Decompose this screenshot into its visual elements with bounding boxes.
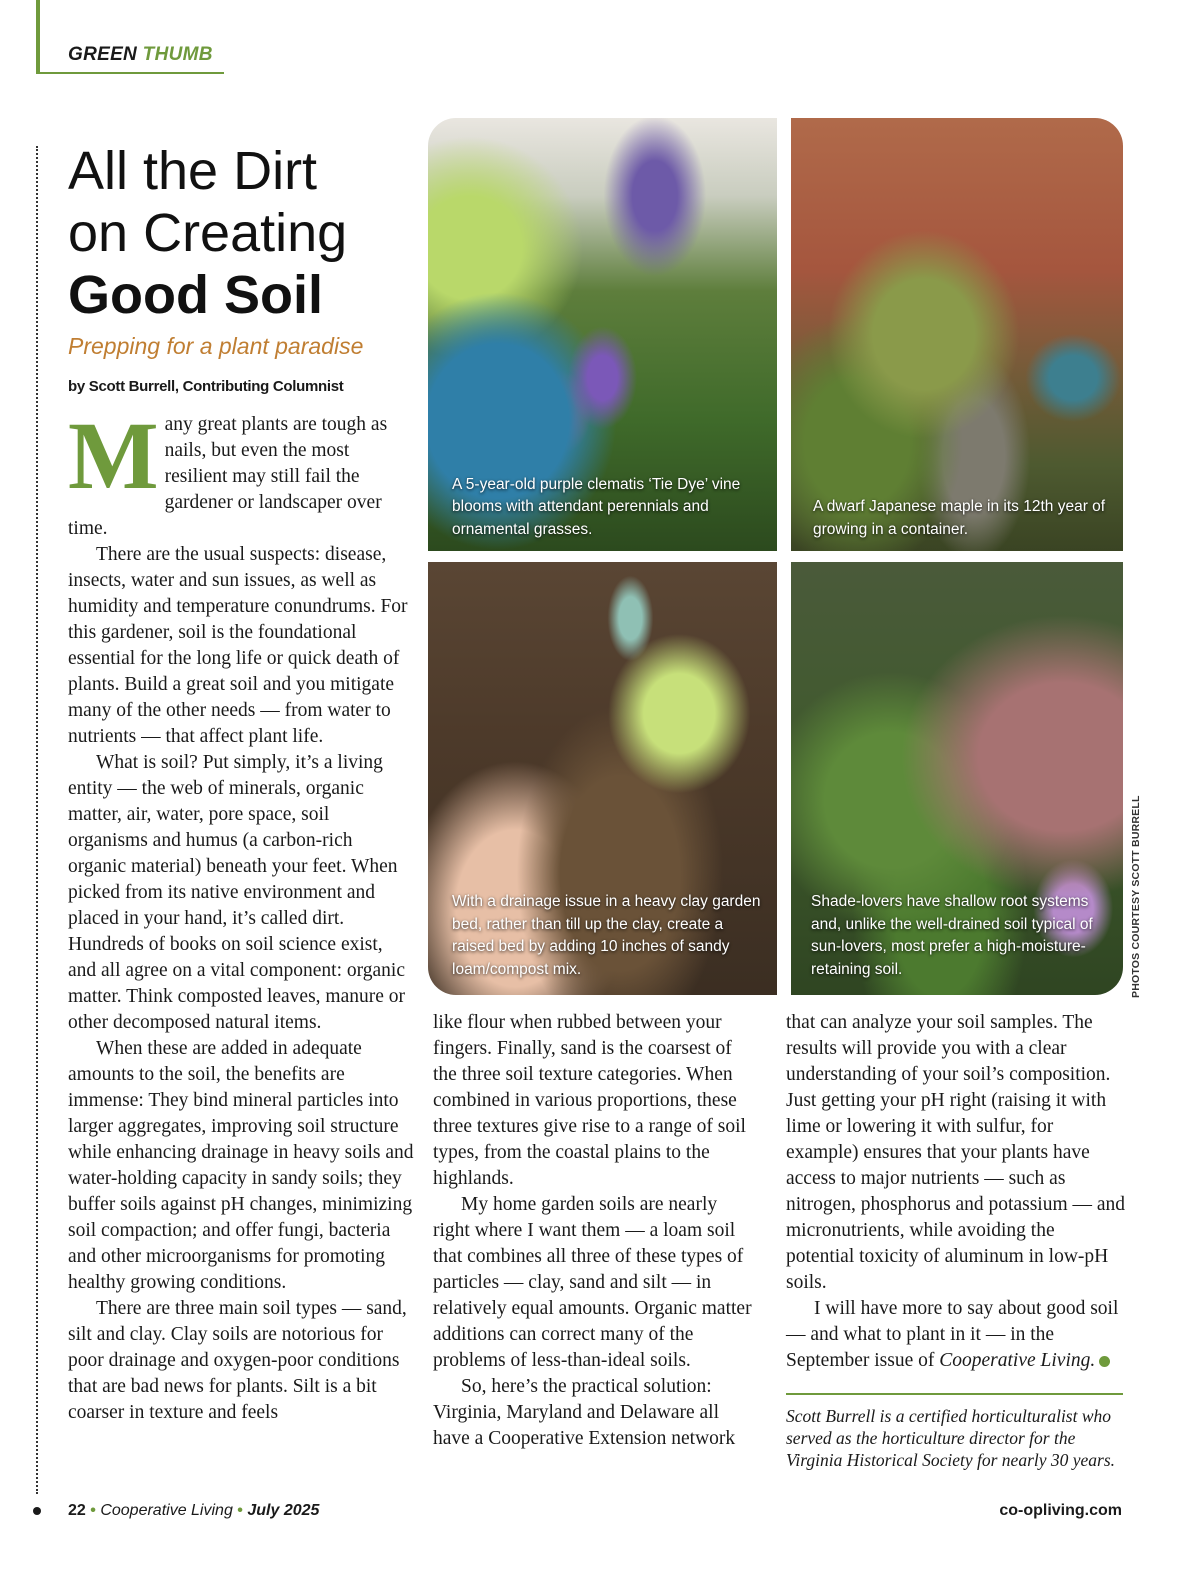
section-word-1: GREEN [68, 44, 138, 65]
paragraph: When these are added in adequate amounts to the soil, the benefits are immense: They bind mineral particles into larger aggregates, improving soil structure while enhancing drainage in heavy soils and water-holding capacity in sandy soils; they buffer soils against pH changes, minimizing soil compaction; and offer fungi, bacteria and other microorganisms for promoting healthy growing conditions. [68, 1038, 414, 1293]
body-column-1 [68, 402, 414, 1426]
title-line-1: All the Dirt [68, 141, 318, 201]
paragraph: So, here’s the practical solution: Virginia, Maryland and Delaware all have a Cooperative Extension network [433, 1376, 736, 1449]
photo-caption: Shade-lovers have shallow root systems and, unlike the well-drained soil typical of sun-lovers, most prefer a high-moisture-retaining soil. [811, 893, 1093, 978]
paragraph: Many great plants are tough as nails, but even the most resilient may still fail the gardener or landscaper over time. [68, 402, 388, 539]
drop-cap: M [68, 402, 159, 509]
article-subtitle: Prepping for a plant paradise [68, 333, 364, 359]
section-word-2: THUMB [142, 44, 213, 65]
paragraph: What is soil? Put simply, it’s a living entity — the web of minerals, organic matter, air, water, pore space, soil organisms and humus (a carbon-rich organic material) beneath your feet. When picked from its native environment and placed in your hand, it’s called dirt. Hundreds of books on soil science exist, and all agree on a vital component: organic matter. Think composted leaves, manure or other decomposed natural items. [68, 752, 406, 1033]
photo-japanese-maple [791, 118, 1123, 551]
photo-soil-in-hand [428, 562, 777, 995]
author-bio: Scott Burrell is a certified horticulturalist who served as the horticulture director for the Virginia Historical Society for nearly 30 years. [786, 1406, 1116, 1470]
body-column-3 [786, 1010, 1126, 1374]
photo-caption: A dwarf Japanese maple in its 12th year of growing in a container. [813, 498, 1106, 538]
paragraph: I will have more to say about good soil — and what to plant in it — in the September issue of Cooperative Living. [786, 1298, 1119, 1371]
section-rule [36, 0, 40, 74]
footer-separator: • [237, 1502, 243, 1519]
body-column-2 [433, 1010, 755, 1452]
photo-clematis [428, 118, 777, 551]
photo-shade-plants [791, 562, 1123, 995]
dotted-margin-rule [36, 146, 38, 1494]
footer-website: co-opliving.com [999, 1502, 1122, 1519]
margin-dot [33, 1507, 41, 1515]
page-number: 22 [68, 1502, 86, 1519]
article-title [68, 140, 428, 326]
paragraph: like flour when rubbed between your fingers. Finally, sand is the coarsest of the three soil texture categories. When combined in various proportions, these three textures give rise to a range of soil types, from the coastal plains to the highlands. [433, 1012, 746, 1189]
photo-caption: A 5-year-old purple clematis ‘Tie Dye’ vine blooms with attendant perennials and ornamental grasses. [452, 475, 741, 538]
bio-divider [786, 1393, 1123, 1395]
section-label [68, 44, 213, 66]
title-line-2: on Creating [68, 203, 348, 263]
section-underline [36, 72, 224, 74]
paragraph: My home garden soils are nearly right where I want them — a loam soil that combines all three of these types of particles — clay, sand and silt — in relatively equal amounts. Organic matter additions can correct many of the problems of less-than-ideal soils. [433, 1194, 752, 1371]
publication-name: Cooperative Living. [939, 1350, 1096, 1371]
footer-date: July 2025 [247, 1502, 320, 1519]
paragraph: There are the usual suspects: disease, insects, water and sun issues, as well as humidity and temperature conundrums. For this gardener, soil is the foundational essential for the long life or quick death of plants. Build a great soil and you mitigate many of the other needs — from water to nutrients — that affect plant life. [68, 544, 408, 747]
paragraph: that can analyze your soil samples. The results will provide you with a clear understanding of your soil’s composition. Just getting your pH right (raising it with lime or lowering it with sulfur, for example) ensures that your plants have access to major nutrients — such as nitrogen, phosphorus and potassium — and micronutrients, while avoiding the potential toxicity of aluminum in low-pH soils. [786, 1012, 1126, 1293]
paragraph: There are three main soil types — sand, silt and clay. Clay soils are notorious for poor drainage and oxygen-poor conditions that are bad news for plants. Silt is a bit coarser in texture and feels [68, 1298, 407, 1423]
photo-credit: PHOTOS COURTESY SCOTT BURRELL [1130, 795, 1142, 998]
end-mark-icon [1099, 1356, 1110, 1367]
photo-caption: With a drainage issue in a heavy clay garden bed, rather than till up the clay, create a raised bed by adding 10 inches of sandy loam/compost mix. [452, 893, 761, 978]
footer-separator: • [90, 1502, 96, 1519]
byline: by Scott Burrell, Contributing Columnist [68, 378, 344, 395]
title-line-3: Good Soil [68, 265, 323, 325]
footer-publication: Cooperative Living [100, 1502, 233, 1519]
footer-folio [68, 1502, 319, 1520]
